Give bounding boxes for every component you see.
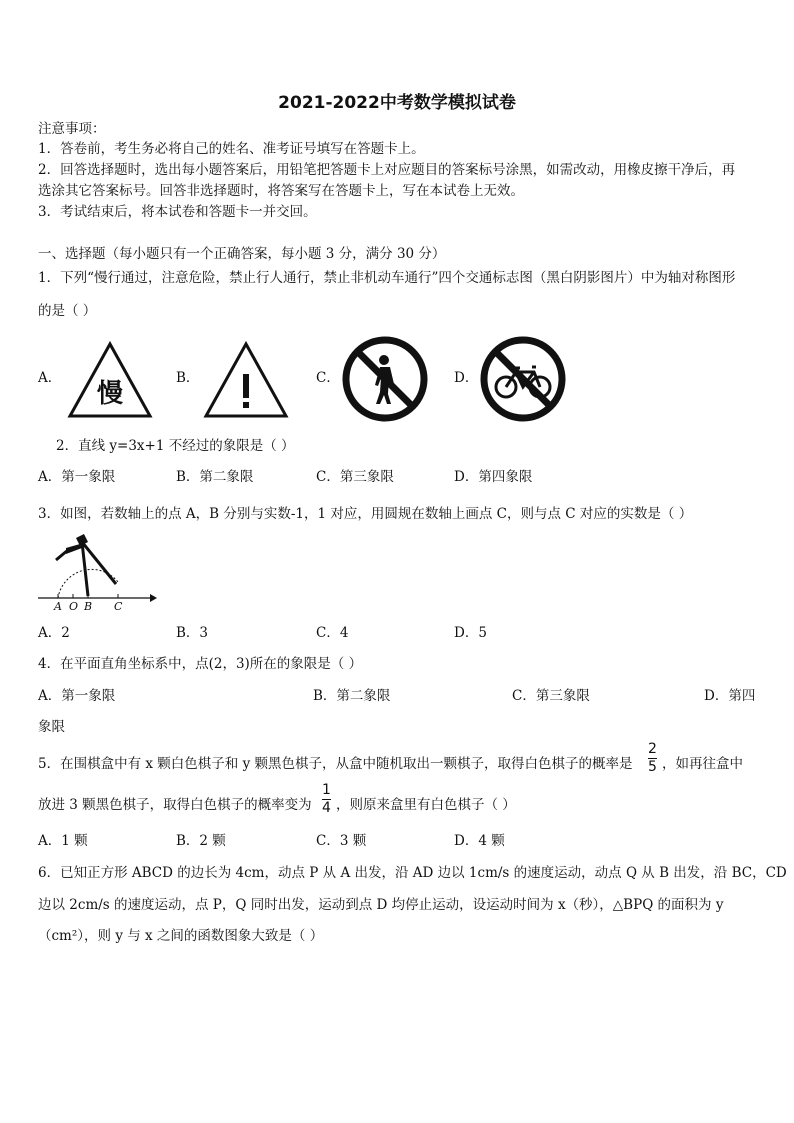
q5-stem-line-2a: 放进 3 颗黑色棋子，取得白色棋子的概率变为	[38, 797, 312, 813]
q4-option-d: D．第四	[704, 688, 756, 704]
q3-label-o: O	[69, 600, 79, 613]
q3-label-c: C	[114, 600, 123, 613]
notice-line-3: 选涂其它答案标号。回答非选择题时，将答案写在答题卡上，写在本试卷上无效。	[38, 183, 524, 199]
q2-option-a: A．第一象限	[38, 469, 116, 485]
slow-sign-glyph: 慢	[96, 379, 124, 409]
q1-option-c-label: C．	[316, 370, 340, 386]
q5-option-c: C．3 颗	[316, 833, 367, 849]
q5-fraction-one-quarter	[322, 783, 331, 816]
q1-option-a-label: A．	[38, 370, 62, 386]
q4-stem: 4．在平面直角坐标系中，点(2，3)所在的象限是（ ）	[38, 656, 363, 672]
notice-line-2: 2．回答选择题时，选出每小题答案后，用铅笔把答题卡上对应题目的答案标号涂黑，如需改动，用橡皮擦干净后，再	[38, 162, 736, 178]
q1-stem-line-1: 1．下列“慢行通过，注意危险，禁止行人通行，禁止非机动车通行”四个交通标志图（黑白阴影图片）中为轴对称图形	[38, 270, 736, 286]
q4-option-d-wrap: 象限	[38, 719, 65, 735]
q6-stem-line-3: （cm²），则 y 与 x 之间的函数图象大致是（ ）	[38, 928, 324, 944]
q5-fraction-two-fifths	[648, 742, 657, 775]
q1-stem-line-2: 的是（ ）	[38, 303, 97, 319]
warning-sign-icon	[202, 338, 290, 420]
notice-heading: 注意事项：	[38, 121, 106, 137]
q1-option-d-label: D．	[454, 370, 479, 386]
q2-option-d: D．第四象限	[454, 469, 533, 485]
q3-option-c: C．4	[316, 625, 349, 641]
q5-stem-line-2b: ，则原来盒里有白色棋子（ ）	[336, 797, 516, 813]
q5-option-b: B．2 颗	[176, 833, 226, 849]
q3-option-a: A．2	[38, 625, 70, 641]
q5-frac1-numerator: 2	[648, 741, 657, 757]
q6-stem-line-1: 6．已知正方形 ABCD 的边长为 4cm，动点 P 从 A 出发，沿 AD 边以 1cm/s 的速度运动，动点 Q 从 B 出发，沿 BC，CD	[38, 865, 787, 881]
section-heading: 一、选择题（每小题只有一个正确答案，每小题 3 分，满分 30 分）	[38, 246, 446, 262]
notice-line-4: 3．考试结束后，将本试卷和答题卡一并交回。	[38, 204, 317, 220]
q5-frac1-denominator: 5	[648, 759, 657, 775]
q5-option-a: A．1 颗	[38, 833, 88, 849]
q2-option-b: B．第二象限	[176, 469, 254, 485]
q4-option-a: A．第一象限	[38, 688, 116, 704]
q2-stem: 2．直线 y=3x+1 不经过的象限是（ ）	[56, 438, 295, 454]
q3-label-b: B	[84, 600, 93, 613]
q5-option-d: D．4 颗	[454, 833, 505, 849]
q1-option-b-label: B．	[176, 370, 200, 386]
page-title: 2021-2022中考数学模拟试卷	[278, 93, 516, 113]
q5-frac2-denominator: 4	[322, 800, 331, 816]
q5-stem-line-1a: 5．在围棋盒中有 x 颗白色棋子和 y 颗黑色棋子，从盒中随机取出一颗棋子，取得白色棋子的概率是	[38, 756, 633, 772]
q4-option-c: C．第三象限	[512, 688, 590, 704]
q2-option-c: C．第三象限	[316, 469, 394, 485]
no-pedestrians-sign-icon	[340, 334, 430, 424]
q3-stem: 3．如图，若数轴上的点 A，B 分别与实数-1，1 对应，用圆规在数轴上画点 C，则与点 C 对应的实数是（ ）	[38, 506, 693, 522]
slow-down-sign-icon	[66, 338, 154, 420]
q4-option-b: B．第二象限	[313, 688, 391, 704]
q5-frac2-numerator: 1	[322, 782, 331, 798]
q6-stem-line-2: 边以 2cm/s 的速度运动，点 P，Q 同时出发，运动到点 D 均停止运动，设运动时间为 x（秒），△BPQ 的面积为 y	[38, 897, 724, 913]
notice-line-1: 1．答卷前，考生务必将自己的姓名、准考证号填写在答题卡上。	[38, 141, 425, 157]
q3-option-b: B．3	[176, 625, 209, 641]
q3-option-d: D．5	[454, 625, 487, 641]
no-bicycles-sign-icon	[478, 334, 568, 424]
q5-stem-line-1b: ，如再往盒中	[662, 756, 743, 772]
q3-label-a: A	[54, 600, 62, 613]
compass-number-line-figure	[36, 532, 158, 616]
